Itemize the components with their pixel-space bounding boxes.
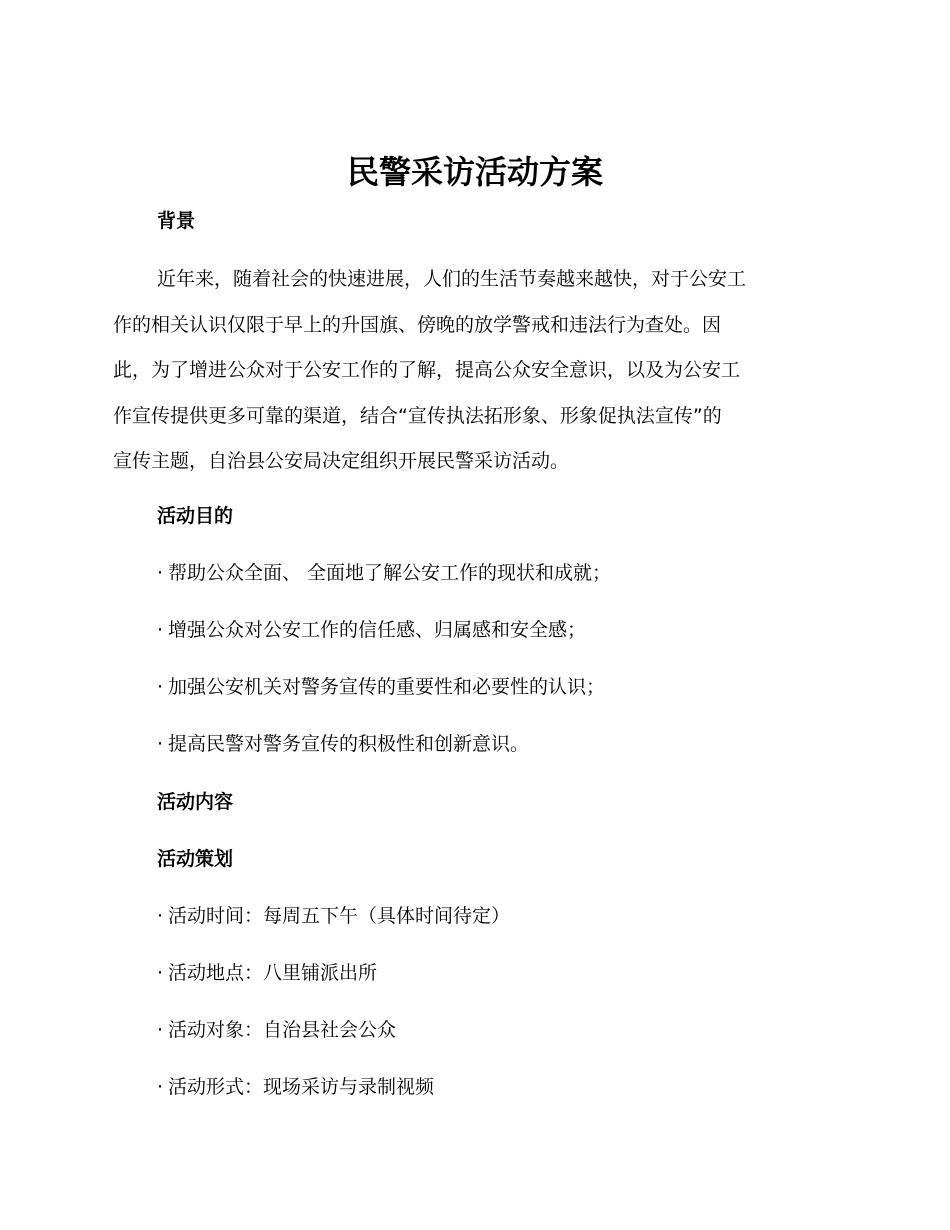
bullet-symbol: · bbox=[157, 905, 164, 927]
bullet-symbol: · bbox=[157, 619, 164, 641]
section-heading-background: 背景 bbox=[157, 210, 196, 232]
paragraph-line: 此，为了增进公众对于公安工作的了解，提高公众安全意识，以及为公安工 bbox=[113, 359, 741, 381]
bullet-symbol: · bbox=[157, 1076, 164, 1098]
list-item-text: 活动时间：每周五下午（具体时间待定） bbox=[168, 905, 511, 927]
paragraph-line: 作的相关认识仅限于早上的升国旗、傍晚的放学警戒和违法行为查处。因 bbox=[113, 313, 722, 336]
section-heading-planning: 活动策划 bbox=[157, 848, 234, 870]
section-heading-purpose: 活动目的 bbox=[157, 505, 234, 527]
list-item-text: 加强公安机关对警务宣传的重要性和必要性的认识； bbox=[168, 676, 606, 698]
bullet-symbol: · bbox=[157, 562, 164, 584]
list-item bbox=[157, 674, 605, 700]
paragraph-line: 作宣传提供更多可靠的渠道，结合“宣传执法拓形象、形象促执法宣传”的 bbox=[113, 404, 722, 427]
list-item bbox=[157, 903, 510, 929]
list-item bbox=[157, 731, 529, 757]
bullet-symbol: · bbox=[157, 1019, 164, 1041]
list-item-text: 增强公众对公安工作的信任感、归属感和安全感； bbox=[168, 619, 587, 641]
list-item-text: 活动形式：现场采访与录制视频 bbox=[168, 1076, 435, 1098]
background-paragraph bbox=[113, 257, 843, 485]
paragraph-line: 宣传主题，自治县公安局决定组织开展民警采访活动。 bbox=[113, 450, 570, 472]
document-title: 民警采访活动方案 bbox=[346, 153, 603, 191]
list-item-text: 帮助公众全面、 全面地了解公安工作的现状和成就； bbox=[168, 562, 612, 584]
list-item-text: 活动地点：八里铺派出所 bbox=[168, 962, 378, 984]
bullet-symbol: · bbox=[157, 676, 164, 698]
list-item bbox=[157, 1017, 396, 1043]
section-heading-content: 活动内容 bbox=[157, 791, 234, 813]
list-item bbox=[157, 960, 377, 986]
paragraph-line: 近年来，随着社会的快速进展，人们的生活节奏越来越快，对于公安工 bbox=[157, 268, 747, 290]
list-item bbox=[157, 1074, 434, 1100]
bullet-symbol: · bbox=[157, 733, 164, 755]
list-item-text: 提高民警对警务宣传的积极性和创新意识。 bbox=[168, 733, 530, 755]
list-item-text: 活动对象：自治县社会公众 bbox=[168, 1019, 397, 1041]
list-item bbox=[157, 560, 611, 586]
list-item bbox=[157, 617, 586, 643]
bullet-symbol: · bbox=[157, 962, 164, 984]
